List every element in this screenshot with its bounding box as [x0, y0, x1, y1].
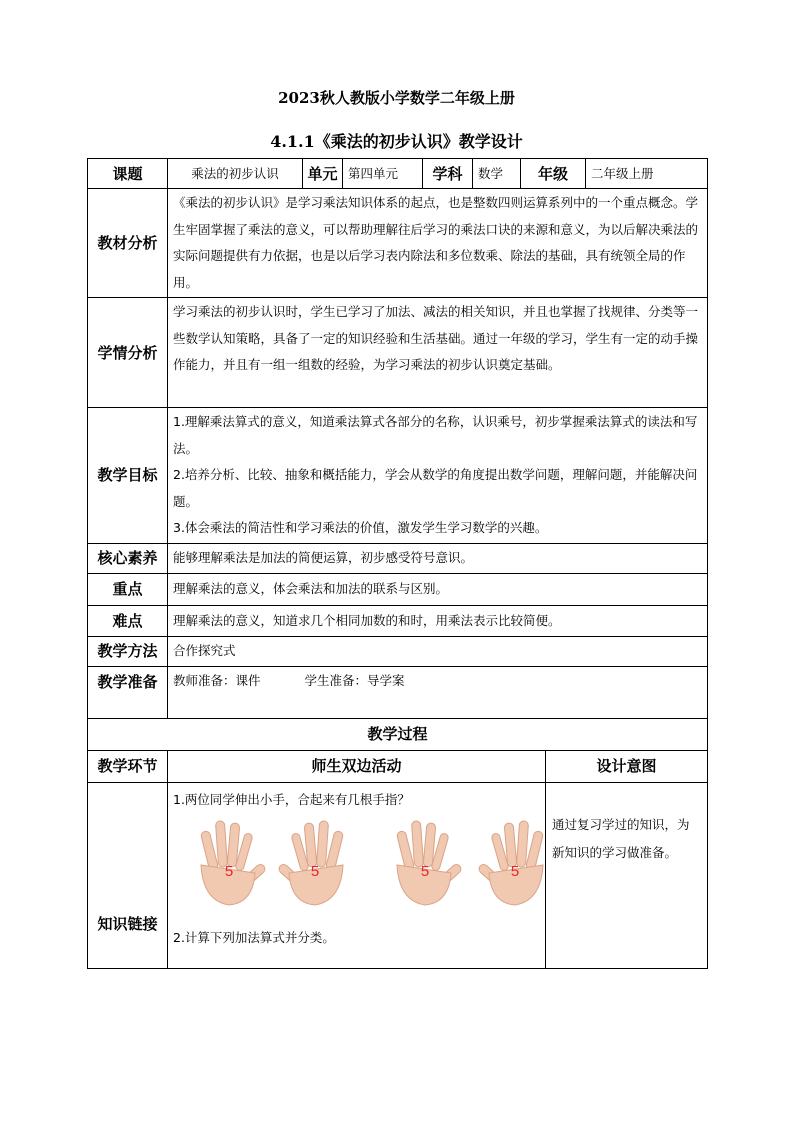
prep-student: 学生准备：导学案 [304, 672, 405, 688]
process-header: 教学过程 [88, 718, 708, 750]
subject-value: 数学 [473, 159, 521, 189]
difficulty-text: 理解乘法的意义，知道求几个相同加数的和时，用乘法表示比较简便。 [168, 605, 708, 636]
literacy-label: 核心素养 [88, 543, 168, 573]
knowledge-link-row [88, 782, 708, 968]
goal-item: 2.培养分析、比较、抽象和概括能力，学会从数学的角度提出数学问题，理解问题，并能解决问题。 [173, 467, 698, 509]
stage-knowledge-link: 知识链接 [88, 782, 168, 968]
process-header-row [88, 718, 708, 750]
material-row [88, 189, 708, 298]
topic-value: 乘法的初步认识 [168, 159, 303, 189]
topic-label: 课题 [88, 159, 168, 189]
hand-number: 5 [224, 862, 234, 880]
hand-icon [187, 817, 271, 907]
hand-icon [273, 817, 357, 907]
learner-text: 学习乘法的初步认识时，学生已学习了加法、减法的相关知识，并且也掌握了找规律、分类等一些数学认知策略，具备了一定的知识经验和生活基础。通过一年级的学习，学生有一定的动手操作能力，并且有一组一组数的经验，为学习乘法的初步认识奠定基础。 [168, 298, 708, 408]
goal-item: 3.体会乘法的简洁性和学习乘法的价值，激发学生学习数学的兴趣。 [173, 520, 548, 535]
grade-value: 二年级上册 [586, 159, 708, 189]
difficulty-row [88, 605, 708, 636]
literacy-row [88, 543, 708, 573]
activity-cell [168, 782, 546, 968]
info-row [88, 159, 708, 189]
design-intent: 通过复习学过的知识，为新知识的学习做准备。 [546, 782, 708, 968]
hand-icon [473, 817, 546, 907]
grade-label: 年级 [521, 159, 586, 189]
hands-image [173, 817, 540, 913]
goals-list [168, 408, 708, 544]
hand-icon [383, 817, 467, 907]
prep-text [168, 666, 708, 718]
material-label: 教材分析 [88, 189, 168, 298]
learner-label: 学情分析 [88, 298, 168, 408]
prep-teacher: 教师准备：课件 [173, 672, 261, 688]
method-label: 教学方法 [88, 636, 168, 666]
unit-label: 单元 [303, 159, 343, 189]
goals-label: 教学目标 [88, 408, 168, 544]
hand-number: 5 [420, 862, 430, 880]
document-title: 2023秋人教版小学数学二年级上册 [278, 89, 515, 107]
question-2: 2.计算下列加法算式并分类。 [173, 929, 335, 945]
learner-row [88, 298, 708, 408]
prep-label: 教学准备 [88, 666, 168, 718]
method-text: 合作探究式 [168, 636, 708, 666]
material-text: 《乘法的初步认识》是学习乘法知识体系的起点，也是整数四则运算系列中的一个重点概念。学生牢固掌握了乘法的意义，可以帮助理解往后学习的乘法口诀的来源和意义，为以后解决乘法的实际问题提供有力依据，也是以后学习表内除法和多位数乘、除法的基础，具有统领全局的作用。 [168, 189, 708, 298]
literacy-text: 能够理解乘法是加法的简便运算，初步感受符号意识。 [168, 543, 708, 573]
prep-row [88, 666, 708, 718]
hand-number: 5 [510, 862, 520, 880]
lesson-plan-table [87, 158, 708, 969]
process-columns-row [88, 750, 708, 782]
method-row [88, 636, 708, 666]
goals-row [88, 408, 708, 544]
col-design-header: 设计意图 [546, 750, 708, 782]
key-row [88, 573, 708, 605]
subject-label: 学科 [423, 159, 473, 189]
hand-number: 5 [310, 862, 320, 880]
difficulty-label: 难点 [88, 605, 168, 636]
key-label: 重点 [88, 573, 168, 605]
col-stage-header: 教学环节 [88, 750, 168, 782]
key-text: 理解乘法的意义，体会乘法和加法的联系与区别。 [168, 573, 708, 605]
question-1: 1.两位同学伸出小手，合起来有几根手指？ [173, 791, 410, 807]
document-subtitle: 4.1.1《乘法的初步认识》教学设计 [270, 132, 523, 151]
unit-value: 第四单元 [343, 159, 423, 189]
col-activity-header: 师生双边活动 [168, 750, 546, 782]
goal-item: 1.理解乘法算式的意义，知道乘法算式各部分的名称，认识乘号，初步掌握乘法算式的读法和写法。 [173, 414, 698, 456]
